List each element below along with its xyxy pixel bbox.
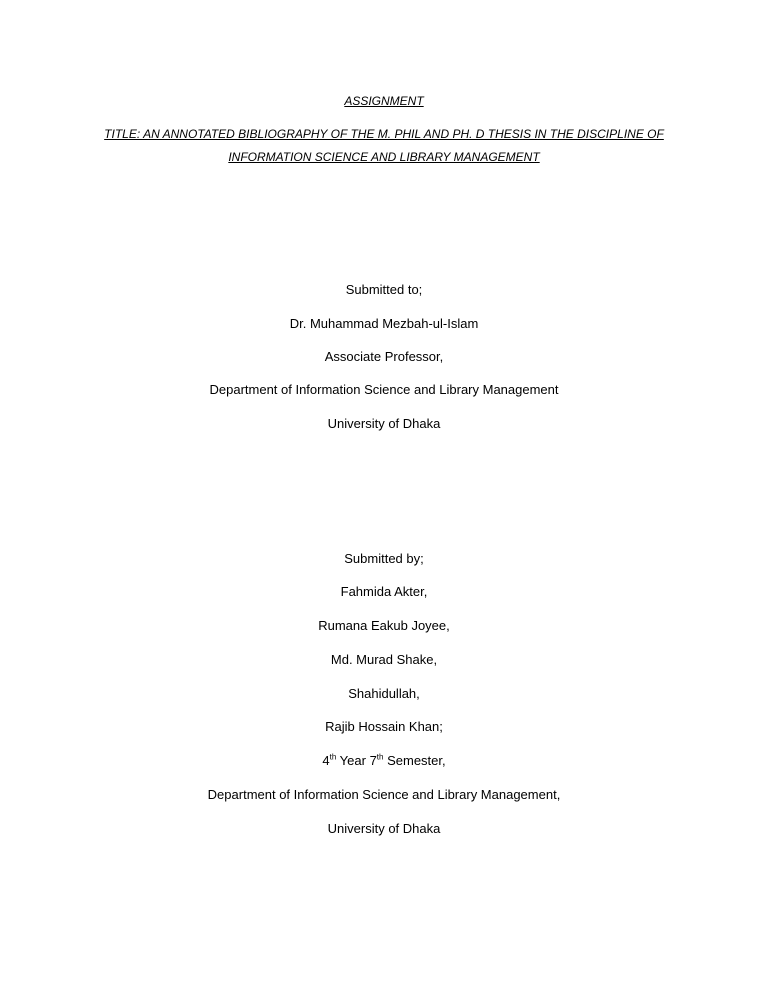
students-university: University of Dhaka [327,821,441,836]
supervisor-department: Department of Information Science and Library Management [209,382,559,397]
member-name: Rumana Eakub Joyee, [318,618,450,633]
assignment-heading: ASSIGNMENT [344,94,424,108]
semester-ordinal: th [376,752,384,762]
supervisor-name: Dr. Muhammad Mezbah-ul-Islam [289,316,479,331]
supervisor-designation: Associate Professor, [324,349,444,364]
students-department: Department of Information Science and Library Management, [207,787,561,802]
semester-number: 7 [369,753,377,768]
submitted-to-label: Submitted to; [345,282,423,297]
member-name: Rajib Hossain Khan; [325,719,443,734]
member-name: Md. Murad Shake, [330,652,438,667]
year-semester [0,753,768,769]
year-word: Year [339,753,366,768]
year-number: 4 [322,753,330,768]
supervisor-university: University of Dhaka [327,416,441,431]
title-line-1: TITLE: AN ANNOTATED BIBLIOGRAPHY OF THE M. PHIL AND PH. D THESIS IN THE DISCIPLINE OF [104,127,664,141]
year-ordinal: th [329,752,337,762]
member-name: Fahmida Akter, [340,584,428,599]
semester-word: Semester, [387,753,446,768]
submitted-by-label: Submitted by; [344,551,424,566]
member-name: Shahidullah, [348,686,420,701]
title-line-2: INFORMATION SCIENCE AND LIBRARY MANAGEMENT [228,150,540,164]
